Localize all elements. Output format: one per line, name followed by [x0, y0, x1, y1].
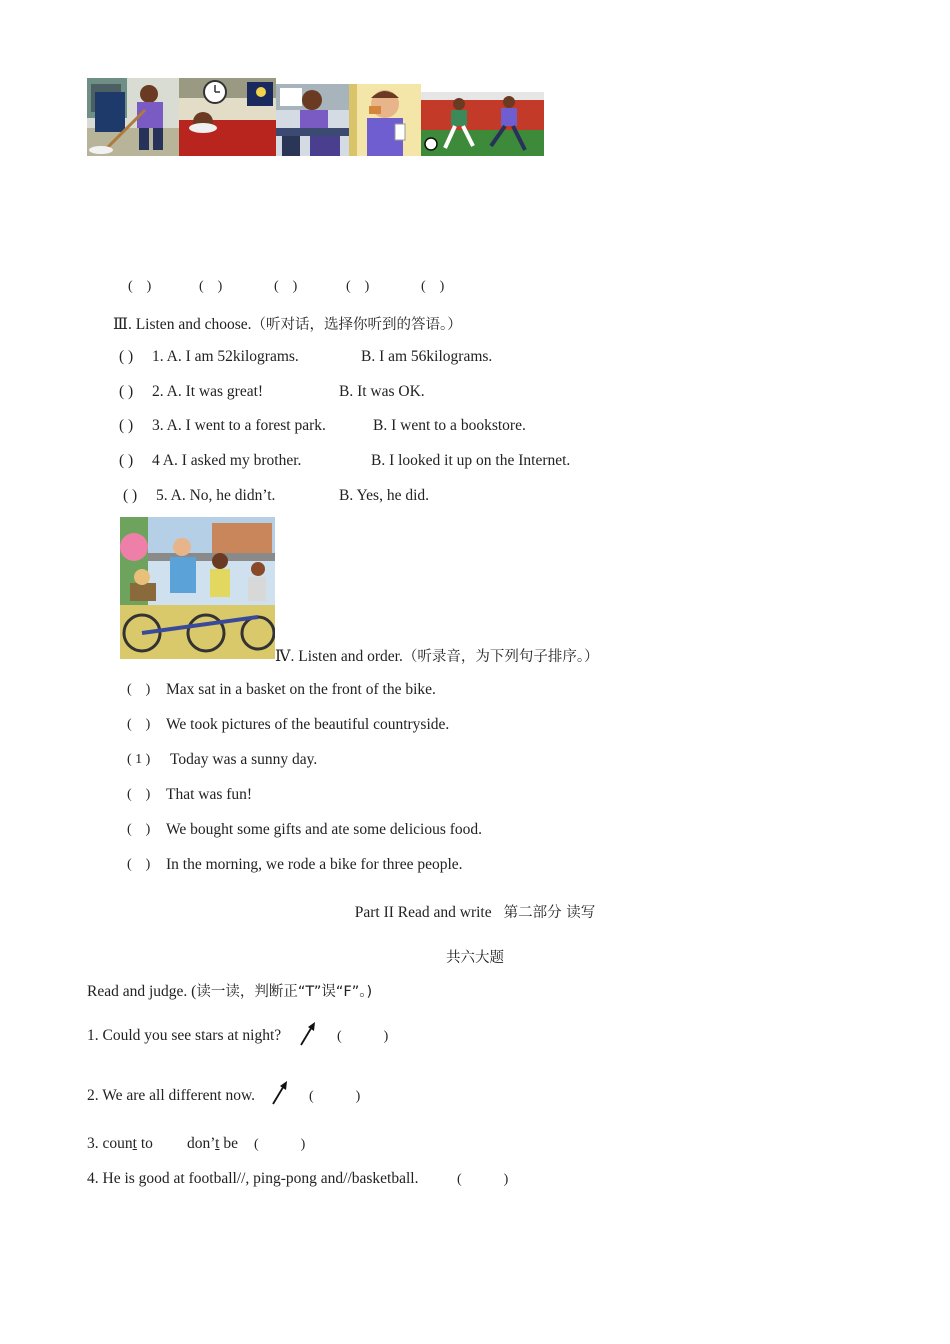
judge-question-2-bracket[interactable]: ( ) — [309, 1089, 361, 1104]
part-2-heading-cn: 第二部分 读写 — [503, 905, 596, 921]
section-3-item-5-option-a: 5. A. No, he didn’t. — [156, 487, 276, 504]
section-4-item-1-text: Max sat in a basket on the front of the bike. — [166, 681, 436, 698]
section-3-item-3-option-a: 3. A. I went to a forest park. — [152, 417, 326, 434]
picture-sleeping-bed — [179, 78, 276, 156]
section-3-title-cn: （听对话，选择你听到的答语。） — [251, 317, 462, 333]
judge-question-4: 4. He is good at football//, ping-pong and//basketball. — [87, 1170, 419, 1187]
arrow-icon — [271, 1080, 289, 1106]
judge-question-3-underlined-letter-2: t — [215, 1135, 220, 1152]
section-4-title — [275, 645, 599, 666]
judge-question-1: 1. Could you see stars at night? — [87, 1027, 282, 1044]
section-4-item-2-bracket[interactable]: ( ) — [127, 717, 151, 732]
section-4-item-6-text: In the morning, we rode a bike for three people. — [166, 856, 463, 873]
section-3-item-4-option-b: B. I looked it up on the Internet. — [371, 452, 571, 469]
section-3-item-4-bracket[interactable]: ( ) — [119, 452, 134, 469]
section-3-item-4-option-a: 4 A. I asked my brother. — [152, 452, 302, 469]
judge-question-3-word-2: to — [136, 1135, 153, 1152]
section-3-item-2-option-b: B. It was OK. — [339, 383, 425, 400]
picture-answer-bracket-5[interactable]: ( ) — [421, 279, 445, 294]
section-3-item-1-option-a: 1. A. I am 52kilograms. — [152, 348, 299, 365]
judge-question-3-word-3: don’ — [187, 1135, 216, 1152]
judge-title — [87, 980, 372, 1001]
section-4-item-6-bracket[interactable]: ( ) — [127, 857, 151, 872]
section-4-item-1-bracket[interactable]: ( ) — [127, 682, 151, 697]
section-3-item-5-option-b: B. Yes, he did. — [339, 487, 430, 504]
judge-question-2: 2. We are all different now. — [87, 1087, 256, 1104]
section-4-item-4-text: That was fun! — [166, 786, 253, 803]
part-2-subheading: 共六大题 — [446, 950, 504, 966]
picture-eating-breakfast — [349, 84, 421, 156]
section-3-item-5-bracket[interactable]: ( ) — [123, 487, 138, 504]
section-3-item-2-option-a: 2. A. It was great! — [152, 383, 264, 400]
part-2-heading-en: Part II Read and write — [354, 904, 492, 921]
picture-playing-football — [421, 92, 544, 156]
section-3-item-2-bracket[interactable]: ( ) — [119, 383, 134, 400]
judge-question-3-second-phrase — [187, 1135, 238, 1153]
picture-answer-bracket-2[interactable]: ( ) — [199, 279, 223, 294]
section-3-title — [113, 313, 462, 334]
judge-title-en: Read and judge. ( — [87, 983, 197, 1000]
picture-doing-homework — [276, 84, 349, 156]
section-4-item-3-bracket[interactable]: ( 1 ) — [127, 752, 151, 767]
judge-title-cn: 读一读，判断正“T”误“F”。) — [196, 984, 373, 1000]
picture-answer-bracket-1[interactable]: ( ) — [128, 279, 152, 294]
judge-question-3-bracket[interactable]: ( ) — [254, 1137, 306, 1152]
picture-family-tandem-bike — [120, 517, 275, 659]
judge-question-3 — [87, 1135, 153, 1153]
section-3-item-1-bracket[interactable]: ( ) — [119, 348, 134, 365]
judge-question-3-word-1: 3. coun — [87, 1135, 133, 1152]
section-4-item-2-text: We took pictures of the beautiful countryside. — [166, 716, 450, 733]
section-3-title-en: Ⅲ. Listen and choose. — [113, 316, 252, 333]
section-3-item-3-option-b: B. I went to a bookstore. — [373, 417, 526, 434]
section-4-item-3-text: Today was a sunny day. — [170, 751, 318, 768]
section-3-item-3-bracket[interactable]: ( ) — [119, 417, 134, 434]
picture-sweeping-floor — [87, 78, 179, 156]
judge-question-1-bracket[interactable]: ( ) — [337, 1029, 389, 1044]
section-4-title-cn: （听录音，为下列句子排序。） — [402, 649, 599, 665]
section-3-item-1-option-b: B. I am 56kilograms. — [361, 348, 493, 365]
judge-question-3-underlined-letter-1: t — [132, 1135, 137, 1152]
judge-question-3-word-4: be — [219, 1135, 238, 1152]
section-4-item-5-bracket[interactable]: ( ) — [127, 822, 151, 837]
section-4-item-4-bracket[interactable]: ( ) — [127, 787, 151, 802]
picture-answer-bracket-4[interactable]: ( ) — [346, 279, 370, 294]
section-4-item-5-text: We bought some gifts and ate some delicious food. — [166, 821, 483, 838]
arrow-icon — [299, 1021, 317, 1047]
picture-answer-bracket-3[interactable]: ( ) — [274, 279, 298, 294]
section-4-title-en: Ⅳ. Listen and order. — [275, 648, 403, 665]
judge-question-4-bracket[interactable]: ( ) — [457, 1172, 509, 1187]
part-2-heading — [0, 901, 950, 922]
